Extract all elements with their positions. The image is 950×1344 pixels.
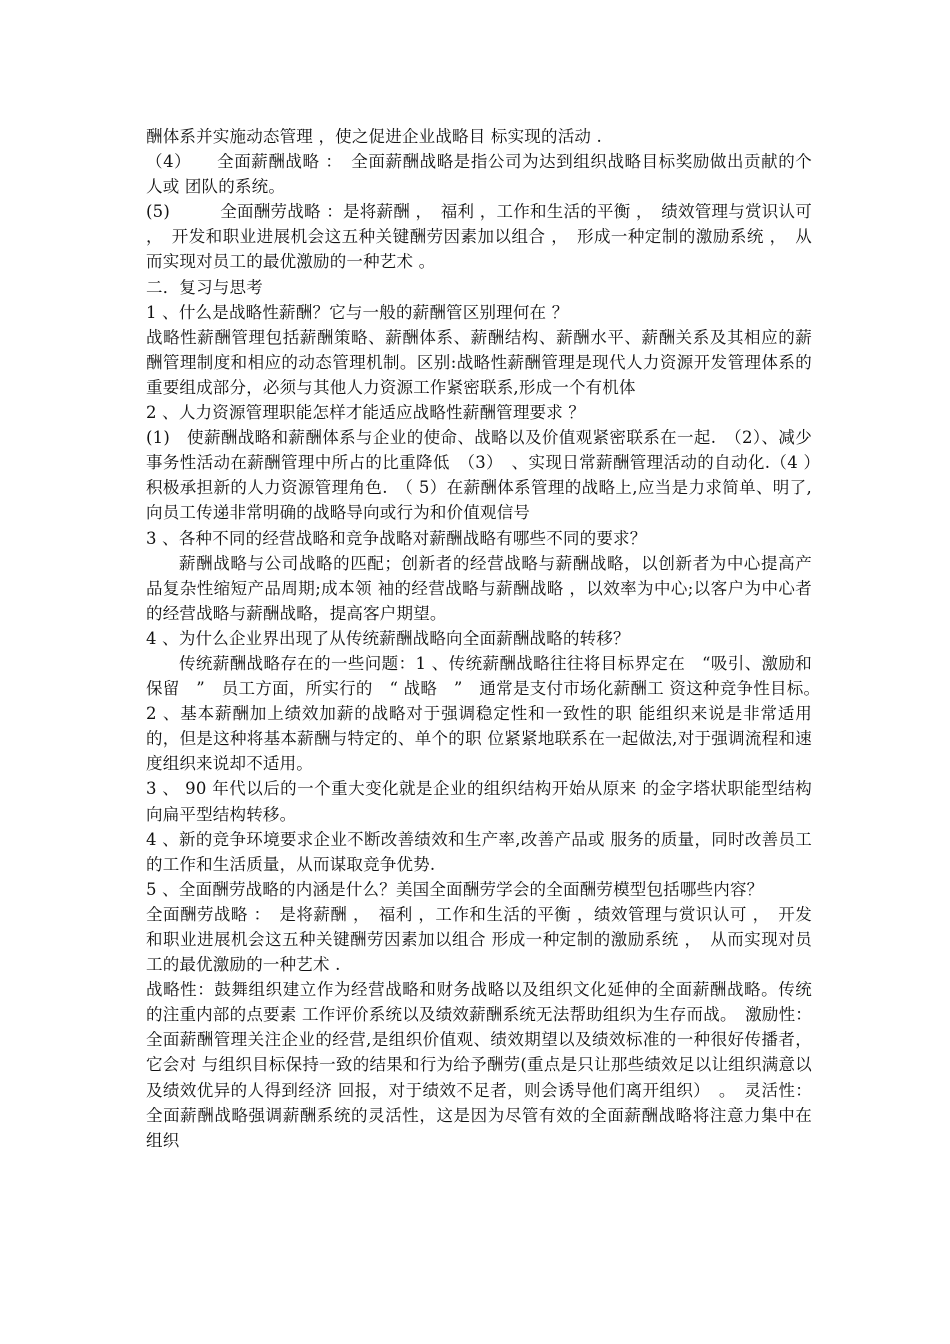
question: 1 、什么是战略性薪酬？它与一般的薪酬管区别理何在 ？ [146,302,569,322]
answer-paragraph: 传统薪酬战略存在的一些问题：1 、传统薪酬战略往往将目标界定在 “吸引、激励和保留 ” 员工方面，所实行的 “ 战略 ” 通常是支付市场化薪酬工 资这种竞争性目标。 2 、基本薪酬加上绩效加薪的战略对于强调稳定性和一致性的职 能组织来说是非常适用的，但是这种将基本薪酬与特定的、单个的职 位紧紧地联系在一起做法,对于强调流程和速度组织来说却不适用。 [146,653,829,774]
question: 5 、全面酬劳战略的内涵是什么？美国全面酬劳学会的全面酬劳模型包括哪些内容？ [146,879,764,899]
answer-paragraph: (1) 使薪酬战略和薪酬体系与企业的使命、战略以及价值观紧密联系在一起. （2）、减少事务性活动在薪酬管理中所占的比重降低 （3） 、实现日常薪酬管理活动的自动化.（4 ） 积极承担新的人力资源管理角色. （ 5）在薪酬体系管理的战略上,应当是力求简单、明了,向员工传递非常明确的战略导向或行为和价值观信号 [146,428,829,523]
section-heading: 二．复习与思考 [146,277,263,297]
answer-paragraph: 全面酬劳战略 ： 是将薪酬 ， 福利 ，工作和生活的平衡 ，绩效管理与赏识认可 ， 开发和职业进展机会这五种关键酬劳因素加以组合 形成一种定制的激励系统 ， 从而实现对员工的最优激励的一种艺术 . [146,904,812,975]
question: 4 、为什么企业界出现了从传统薪酬战略向全面薪酬战略的转移？ [146,628,630,648]
question: 2 、人力资源管理职能怎样才能适应战略性薪酬管理要求 ？ [146,403,586,423]
paragraph: 酬体系并实施动态管理 ，使之促进企业战略目 标实现的活动 . [146,127,602,146]
paragraph: (5) 全面酬劳战略 ：是将薪酬 ， 福利 ，工作和生活的平衡 ， 绩效管理与赏识认可 ， 开发和职业进展机会这五种关键酬劳因素加以组合 ， 形成一种定制的激励系统 ， 从而实现对员工的最优激励的一种艺术 。 [146,202,812,272]
answer-paragraph: 战略性薪酬管理包括薪酬策略、薪酬体系、薪酬结构、薪酬水平、薪酬关系及其相应的薪酬管理制度和相应的动态管理机制。区别:战略性薪酬管理是现代人力资源开发管理体系的重要组成部分，必须与其他人力资源工作紧密联系,形成一个有机体 [146,327,812,397]
answer-paragraph: 薪酬战略与公司战略的匹配；创新者的经营战略与薪酬战略，以创新者为中心提高产品复杂性缩短产品周期;成本领 袖的经营战略与薪酬战略 ，以效率为中心;以客户为中心者的经营战略与薪酬战略，提高客户期望。 [146,553,812,623]
document-body [146,124,829,1153]
answer-paragraph: 4 、新的竞争环境要求企业不断改善绩效和生产率,改善产品或 服务的质量，同时改善员工的工作和生活质量，从而谋取竞争优势. [146,829,812,874]
question: 3 、各种不同的经营战略和竞争战略对薪酬战略有哪些不同的要求？ [146,528,647,548]
answer-paragraph: 3 、 90 年代以后的一个重大变化就是企业的组织结构开始从原来 的金字塔状职能型结构向扁平型结构转移。 [146,779,812,824]
answer-paragraph: 战略性：鼓舞组织建立作为经营战略和财务战略以及组织文化延伸的全面薪酬战略。传统的注重内部的点要素 工作评价系统以及绩效薪酬系统无法帮助组织为生存而战。 激励性：全面薪酬管理关注企业的经营,是组织价值观、绩效期望以及绩效标准的一种很好传播者，它会对 与组织目标保持一致的结果和行为给予酬劳(重点是只让那些绩效足以让组织满意以及绩效优异的人得到经济 回报，对于绩效不足者，则会诱导他们离开组织） 。 灵活性：全面薪酬战略强调薪酬系统的灵活性，这是因为尽管有效的全面薪酬战略将注意力集中在组织 [146,980,812,1150]
paragraph: （4） 全面薪酬战略 ： 全面薪酬战略是指公司为达到组织战略目标奖励做出贡献的个人或 团队的系统。 [146,152,812,197]
